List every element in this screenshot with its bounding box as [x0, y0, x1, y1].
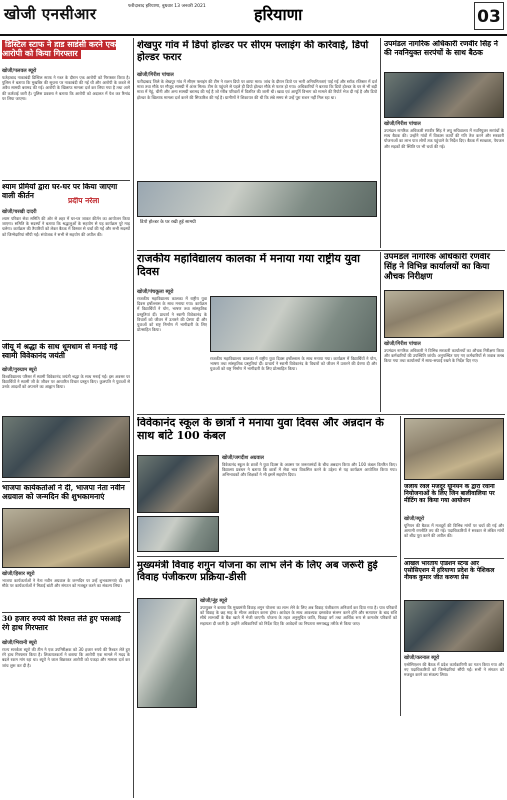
- divider: [137, 250, 505, 251]
- dateline: फरीदाबाद हरियाणा, बुधवार 13 जनवरी 2021: [128, 4, 206, 9]
- headline-a11: मुख्यमंत्री विवाह शगुन योजना का लाभ लेने के लिए अब जरूरी हुई विवाह पंजीकरण प्रक्रिया-डीसी: [137, 560, 378, 583]
- column-divider: [380, 38, 381, 248]
- news-photo: [2, 416, 130, 478]
- byline-a2: खोजी/चरखी दादरी: [2, 209, 37, 215]
- headline-a9: विवेकानंद स्कूल के छात्रों ने मनाया युवा दिवस और अन्नदान के साथ बांटे 100 कंबल: [137, 417, 384, 442]
- body-a3: विश्वविद्यालय परिसर में स्वामी विवेकानंद जयंती श्रद्धा के साथ मनाई गई। इस अवसर पर विद्यार्थियों ने स्वामी जी के जीवन पर आधारित विचार प्रस्तुत किए। कुलपति ने युवाओं से उनके आदर्शों को अपनाने का आह्वान किया।: [2, 374, 130, 390]
- news-photo: [137, 516, 219, 552]
- divider: [2, 612, 130, 613]
- divider: [2, 481, 130, 482]
- news-photo: [137, 455, 219, 513]
- news-photo: [404, 418, 504, 480]
- byline-a3: खोजी/गुरुग्राम ब्यूरो: [2, 367, 37, 373]
- headline-a8: उपमंडल नागरिक अधिकारी रणवीर सिंह ने विभिन्न कार्यालयों का किया औचक निरीक्षण: [384, 253, 491, 282]
- page-number: 03: [474, 2, 504, 30]
- section-title: हरियाणा: [254, 5, 303, 24]
- news-photo: [210, 296, 377, 352]
- byline-a5: खोजी/भिवानी ब्यूरो: [2, 640, 37, 646]
- newspaper-brand: खोजी एनसीआर: [4, 5, 97, 23]
- body-lead: फरीदाबाद जिले के शेखपुर गांव में सीएम फ्लाइंग की टीम ने राशन डिपो पर छापा मारा। जांच के दौरान डिपो पर भारी अनियमितताएं पाई गईं और स्टॉक रजिस्टर में दर्ज मात्रा तथा मौके पर मौजूद सामग्री में अंतर मिला। टीम के पहुंचने से पहले ही डिपो होल्डर मौके से फरार हो गया। अधिकारियों ने बताया कि डिपो होल्डर के घर से भी बड़ी मात्रा में गेहूं, चीनी और अन्य सामग्री बरामद की गई है जो गरीब परिवारों में वितरित की जानी थी। खाद्य एवं आपूर्ति विभाग को मामले की रिपोर्ट भेज दी गई है और डिपो होल्डर के खिलाफ मामला दर्ज करने की सिफारिश की गई है। ग्रामीणों ने शिकायत की थी कि लंबे समय से उन्हें पूरा राशन नहीं मिल रहा था।: [137, 79, 377, 100]
- divider: [137, 556, 397, 557]
- lead-photo-caption: डिपो होल्डर के घर रखी हुई सामग्री: [140, 220, 196, 225]
- news-photo: [137, 598, 197, 708]
- body-a7: राजकीय महाविद्यालय कालका में राष्ट्रीय युवा दिवस हर्षोल्लास के साथ मनाया गया। कार्यक्रम में विद्यार्थियों ने योग, भाषण तथा सांस्कृतिक प्रस्तुतियां दीं। प्राचार्य ने स्वामी विवेकानंद के विचारों को जीवन में उतारने की प्रेरणा दी और युवाओं को राष्ट्र निर्माण में भागीदारी के लिए प्रोत्साहित किया।: [137, 296, 207, 333]
- body-a7-cont: राजकीय महाविद्यालय कालका में राष्ट्रीय युवा दिवस हर्षोल्लास के साथ मनाया गया। कार्यक्रम में विद्यार्थियों ने योग, भाषण तथा सांस्कृतिक प्रस्तुतियां दीं। प्राचार्य ने स्वामी विवेकानंद के विचारों को जीवन में उतारने की प्रेरणा दी और युवाओं को राष्ट्र निर्माण में भागीदारी के लिए प्रोत्साहित किया।: [210, 356, 377, 372]
- byline-a1: खोजी/पलवल ब्यूरो: [2, 68, 37, 74]
- body-a10: यूनियन की बैठक में मजदूरों की विभिन्न मांगों पर चर्चा की गई और आगामी रणनीति तय की गई। पदाधिकारियों ने सरकार से लंबित मांगों को शीघ्र पूरा करने की अपील की।: [404, 523, 504, 539]
- headline-a5: 30 हजार रुपये की रिश्वत लेते हुए पसआई रंगे हाथ गिरफ्तार: [2, 615, 121, 632]
- byline-a4: खोजी/हिसार ब्यूरो: [2, 571, 35, 577]
- byline-a10: खोजी/ब्यूरो: [404, 516, 425, 522]
- byline-a11: खोजी/नूंह ब्यूरो: [200, 598, 228, 604]
- body-a5: राज्य सतर्कता ब्यूरो की टीम ने एक उपनिरीक्षक को 30 हजार रुपये की रिश्वत लेते हुए रंगे हाथ गिरफ्तार किया है। शिकायतकर्ता ने बताया कि आरोपी एक मामले में मदद के बदले रकम मांग रहा था। ब्यूरो ने जाल बिछाकर आरोपी को पकड़ा और मामला दर्ज कर जांच शुरू कर दी है।: [2, 647, 130, 668]
- body-a4: भाजपा कार्यकर्ताओं ने नेता नवीन अग्रवाल के जन्मदिन पर उन्हें शुभकामनाएं दीं। इस मौके पर कार्यकर्ताओं ने मिठाई बांटी और संगठन को मजबूत करने का संकल्प लिया।: [2, 578, 130, 589]
- body-a9: विवेकानंद स्कूल के छात्रों ने युवा दिवस के अवसर पर जरूरतमंदों के बीच अन्नदान किया और 100 कंबल वितरित किए। विद्यालय प्रबंधन ने बताया कि छात्रों में सेवा भाव विकसित करने के उद्देश्य से यह कार्यक्रम आयोजित किया गया। अभिभावकों और शिक्षकों ने भी इसमें सहयोग दिया।: [222, 462, 397, 478]
- lead-headline: शेखपुर गांव में डिपो होल्डर पर सीएम फ्लाइंग की कार्रवाई, डिपो होल्डर फरार: [137, 40, 369, 63]
- divider: [137, 414, 505, 415]
- byline-a6: खोजी/गिरीश पांचाल: [384, 121, 421, 127]
- body-a6: उपमंडल नागरिक अधिकारी रणवीर सिंह ने लघु सचिवालय में नवनियुक्त सरपंचों के साथ बैठक की। उन्होंने गांवों में विकास कार्यों की गति तेज करने और सरकारी योजनाओं का लाभ पात्र लोगों तक पहुंचाने के निर्देश दिए। बैठक में स्वच्छता, पेयजल और सड़कों की स्थिति पर भी चर्चा की गई।: [384, 128, 504, 149]
- byline-a7: खोजी/पंचकूला ब्यूरो: [137, 289, 174, 295]
- headline-a6: उपमंडल नागरिक अधिकारी रणवीर सिंह ने की नवनियुक्त सरपंचों के साथ बैठक: [384, 40, 498, 57]
- byline-lead: खोजी/गिरीश पांचाल: [137, 72, 174, 78]
- news-photo: [384, 72, 504, 118]
- column-divider: [380, 252, 381, 412]
- headline-a7: राजकीय महाविद्यालय कालका में मनाया गया राष्ट्रीय युवा दिवस: [137, 253, 361, 278]
- body-a1: फतेहाबाद नाकाबंदी डिस्टिल स्टाफ ने गश्त के दौरान एक आरोपी को गिरफ्तार किया है। पुलिस ने बताया कि मुखबिर की सूचना पर नाकाबंदी की गई थी और आरोपी के कब्जे से अवैध सामग्री बरामद की गई। आरोपी के खिलाफ मामला दर्ज कर लिया गया है तथा आगे की कार्रवाई जारी है। पुलिस प्रवक्ता ने बताया कि आरोपी को अदालत में पेश कर रिमांड पर लिया जाएगा।: [2, 75, 130, 101]
- byline-a8: खोजी/गिरीश पांचाल: [384, 341, 421, 347]
- headline-a1: डिस्टिल स्टाफ ने हाइ साइंसी करने एक आरोपी को किया गिरफ्तार: [2, 40, 117, 59]
- masthead: [0, 0, 507, 36]
- news-photo: [2, 508, 130, 568]
- divider: [2, 340, 130, 341]
- column-divider: [133, 38, 134, 798]
- body-a2: श्याम परिवार सेवा समिति की ओर से शहर में घर-घर जाकर कीर्तन का आयोजन किया जाएगा। समिति के सदस्यों ने बताया कि श्रद्धालुओं के सहयोग से यह कार्यक्रम पूरे माह चलेगा। कार्यक्रम की तैयारियों को लेकर बैठक में विस्तार से चर्चा की गई और सभी सदस्यों को जिम्मेदारियां सौंपी गईं। संयोजक ने सभी से सहयोग की अपील की।: [2, 216, 130, 237]
- headline-a2: श्याम प्रेमियों द्वारा घर-घर पर किया जाएगा वाली कीर्तन: [2, 183, 118, 200]
- headline-a10: जलीय रेवले मजदूर यूनियन के द्वारा रवानी नियोजनाओं के लिए जिन बालीवालिया पर मीटिंग का किया गया आयोजन: [404, 484, 495, 504]
- lead-photo: [137, 181, 377, 217]
- byline-a9: खोजी/जगदीश अग्रवाल: [222, 455, 264, 461]
- headline-a12: अखिल भारतीय ऐडिशन स्टैन्ड और एसोसिएशन में हरियाणा प्रदेश के पेशिकल नीयक कुमार जीत करुणा प्रेस: [404, 561, 495, 581]
- body-a11: उपायुक्त ने बताया कि मुख्यमंत्री विवाह शगुन योजना का लाभ लेने के लिए अब विवाह पंजीकरण अनिवार्य कर दिया गया है। पात्र परिवारों को विवाह के छह माह के भीतर आवेदन करना होगा। आवेदन के साथ आवश्यक दस्तावेज संलग्न करने होंगे और सत्यापन के बाद राशि सीधे लाभार्थी के बैंक खाते में भेजी जाएगी। योजना के तहत अनुसूचित जाति, पिछड़ा वर्ग तथा आर्थिक रूप से कमजोर परिवारों को सहायता दी जाती है। उन्होंने अधिकारियों को निर्देश दिए कि आवेदनों का निपटारा समयबद्ध तरीके से किया जाए।: [200, 605, 397, 626]
- headline-a4: भाजपा कार्यकर्ताओं ने दी, भाजपा नेता नवीन अग्रवाल को जन्मदिन की शुभकामनाएं: [2, 484, 125, 501]
- headline-a3: जीयू में श्रद्धा के साथ धूमधाम से मनाई गई स्वामी विवेकानंद जयंती: [2, 343, 118, 360]
- news-photo: [384, 290, 504, 338]
- news-photo: [404, 600, 504, 652]
- divider: [2, 180, 130, 181]
- headline-a2-highlight: प्रदीप नरेला: [68, 197, 100, 205]
- divider: [404, 558, 504, 559]
- column-divider: [400, 416, 401, 716]
- body-a12: एसोसिएशन की बैठक में प्रदेश कार्यकारिणी का गठन किया गया और नए पदाधिकारियों को जिम्मेदारियां सौंपी गईं। सभी ने संगठन को मजबूत करने का संकल्प लिया।: [404, 662, 504, 678]
- body-a8: उपमंडल नागरिक अधिकारी ने विभिन्न सरकारी कार्यालयों का औचक निरीक्षण किया और कर्मचारियों की उपस्थिति जांची। अनुपस्थित पाए गए कर्मचारियों से जवाब तलब किया गया तथा कार्यालयों में साफ-सफाई रखने के निर्देश दिए गए।: [384, 348, 504, 364]
- byline-a12: खोजी/करनाल ब्यूरो: [404, 655, 440, 661]
